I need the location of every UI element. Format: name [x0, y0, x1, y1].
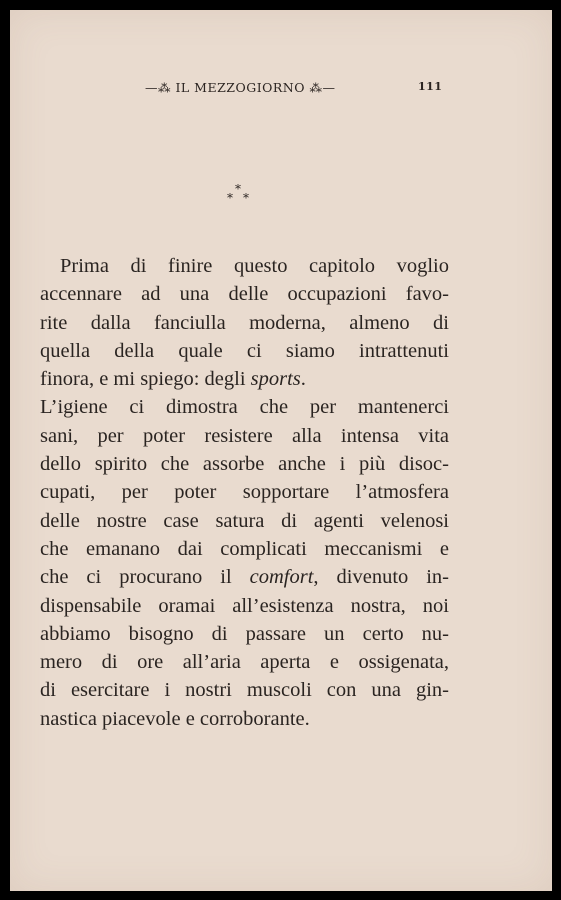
running-title: —⁂ IL MEZZOGIORNO ⁂—: [145, 80, 336, 95]
paragraph-1: [40, 252, 449, 393]
asterism-icon: [222, 178, 262, 208]
text-line: dello spirito che assorbe anche i più disoc-: [40, 453, 449, 476]
text-line: quella della quale ci siamo intrattenuti: [40, 339, 449, 362]
text-line: dispensabile oramai all’esistenza nostra, noi: [40, 594, 449, 617]
text-fragment: finora, e mi spiego: degli: [40, 368, 251, 391]
text-line: delle nostre case satura di agenti velenosi: [40, 509, 449, 532]
italic-word: comfort: [249, 566, 314, 589]
text-line: che emanano dai complicati meccanismi e: [40, 537, 449, 560]
book-page: [10, 10, 552, 891]
text-line: Prima di finire questo capitolo voglio: [60, 255, 449, 277]
page-header: [10, 78, 552, 98]
body-text: [40, 252, 449, 733]
asterism-star-top: ⁎: [235, 178, 241, 192]
paragraph-2: [40, 393, 449, 733]
text-line: nastica piacevole e corroborante.: [40, 707, 310, 730]
text-line: rite dalla fanciulla moderna, almeno di: [40, 311, 449, 334]
text-fragment: che ci procurano il: [40, 566, 250, 589]
text-line: [40, 365, 449, 393]
text-line: accennare ad una delle occupazioni favo-: [40, 283, 449, 306]
text-line: di esercitare i nostri muscoli con una gin-: [40, 679, 449, 702]
page-number: 111: [418, 80, 443, 93]
asterism-star-right: ⁎: [243, 187, 249, 201]
text-line: cupati, per poter sopportare l’atmosfera: [40, 481, 449, 504]
text-line: mero di ore all’aria aperta e ossigenata,: [40, 651, 449, 674]
asterism-star-left: ⁎: [227, 187, 233, 201]
text-fragment: .: [300, 368, 306, 391]
text-fragment: , divenuto in-: [313, 566, 450, 589]
text-line: sani, per poter resistere alla intensa vita: [40, 424, 449, 447]
italic-word: sports: [250, 368, 301, 391]
text-line: [40, 563, 449, 591]
text-line: L’igiene ci dimostra che per mantenerci: [40, 396, 449, 419]
text-line: abbiamo bisogno di passare un certo nu-: [40, 622, 449, 645]
